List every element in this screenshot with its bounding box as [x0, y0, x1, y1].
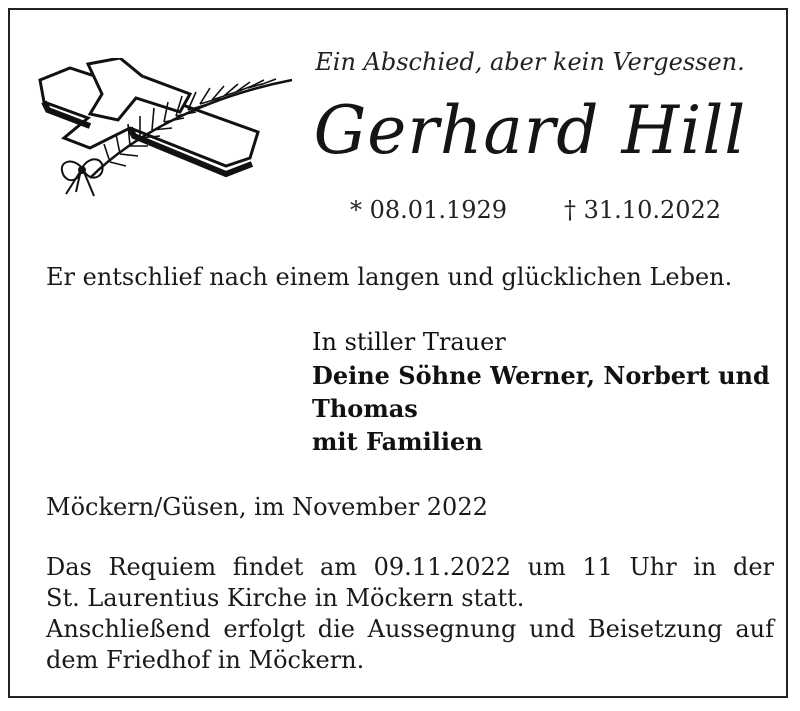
- obituary-notice: [8, 8, 788, 698]
- mourners-line-3: mit Familien: [312, 427, 483, 456]
- ribbon-icon: [62, 159, 103, 196]
- motto: Ein Abschied, aber kein Vergessen.: [315, 48, 745, 76]
- mourners-block: [312, 326, 782, 458]
- requiem-line-3: Anschließend erfolgt die Aussegnung und Beisetzung auf: [46, 615, 774, 643]
- mourners-label: In stiller Trauer: [312, 328, 506, 356]
- mourners-line-2: Thomas: [312, 394, 418, 423]
- mourners-line-1: Deine Söhne Werner, Norbert und: [312, 361, 770, 390]
- cross-with-palm-branch-icon: [30, 58, 300, 200]
- death-date: † 31.10.2022: [564, 196, 722, 224]
- requiem-text: [46, 552, 774, 676]
- birth-date: * 08.01.1929: [350, 196, 508, 224]
- cross-icon: [40, 58, 258, 174]
- requiem-line-1: Das Requiem findet am 09.11.2022 um 11 Uhr in der: [46, 553, 774, 581]
- deceased-name: Gerhard Hill: [313, 92, 747, 169]
- place-date: Möckern/Güsen, im November 2022: [46, 493, 488, 521]
- intro-text: Er entschlief nach einem langen und glücklichen Leben.: [46, 263, 733, 291]
- requiem-line-4: dem Friedhof in Möckern.: [46, 646, 365, 674]
- requiem-line-2: St. Laurentius Kirche in Möckern statt.: [46, 584, 525, 612]
